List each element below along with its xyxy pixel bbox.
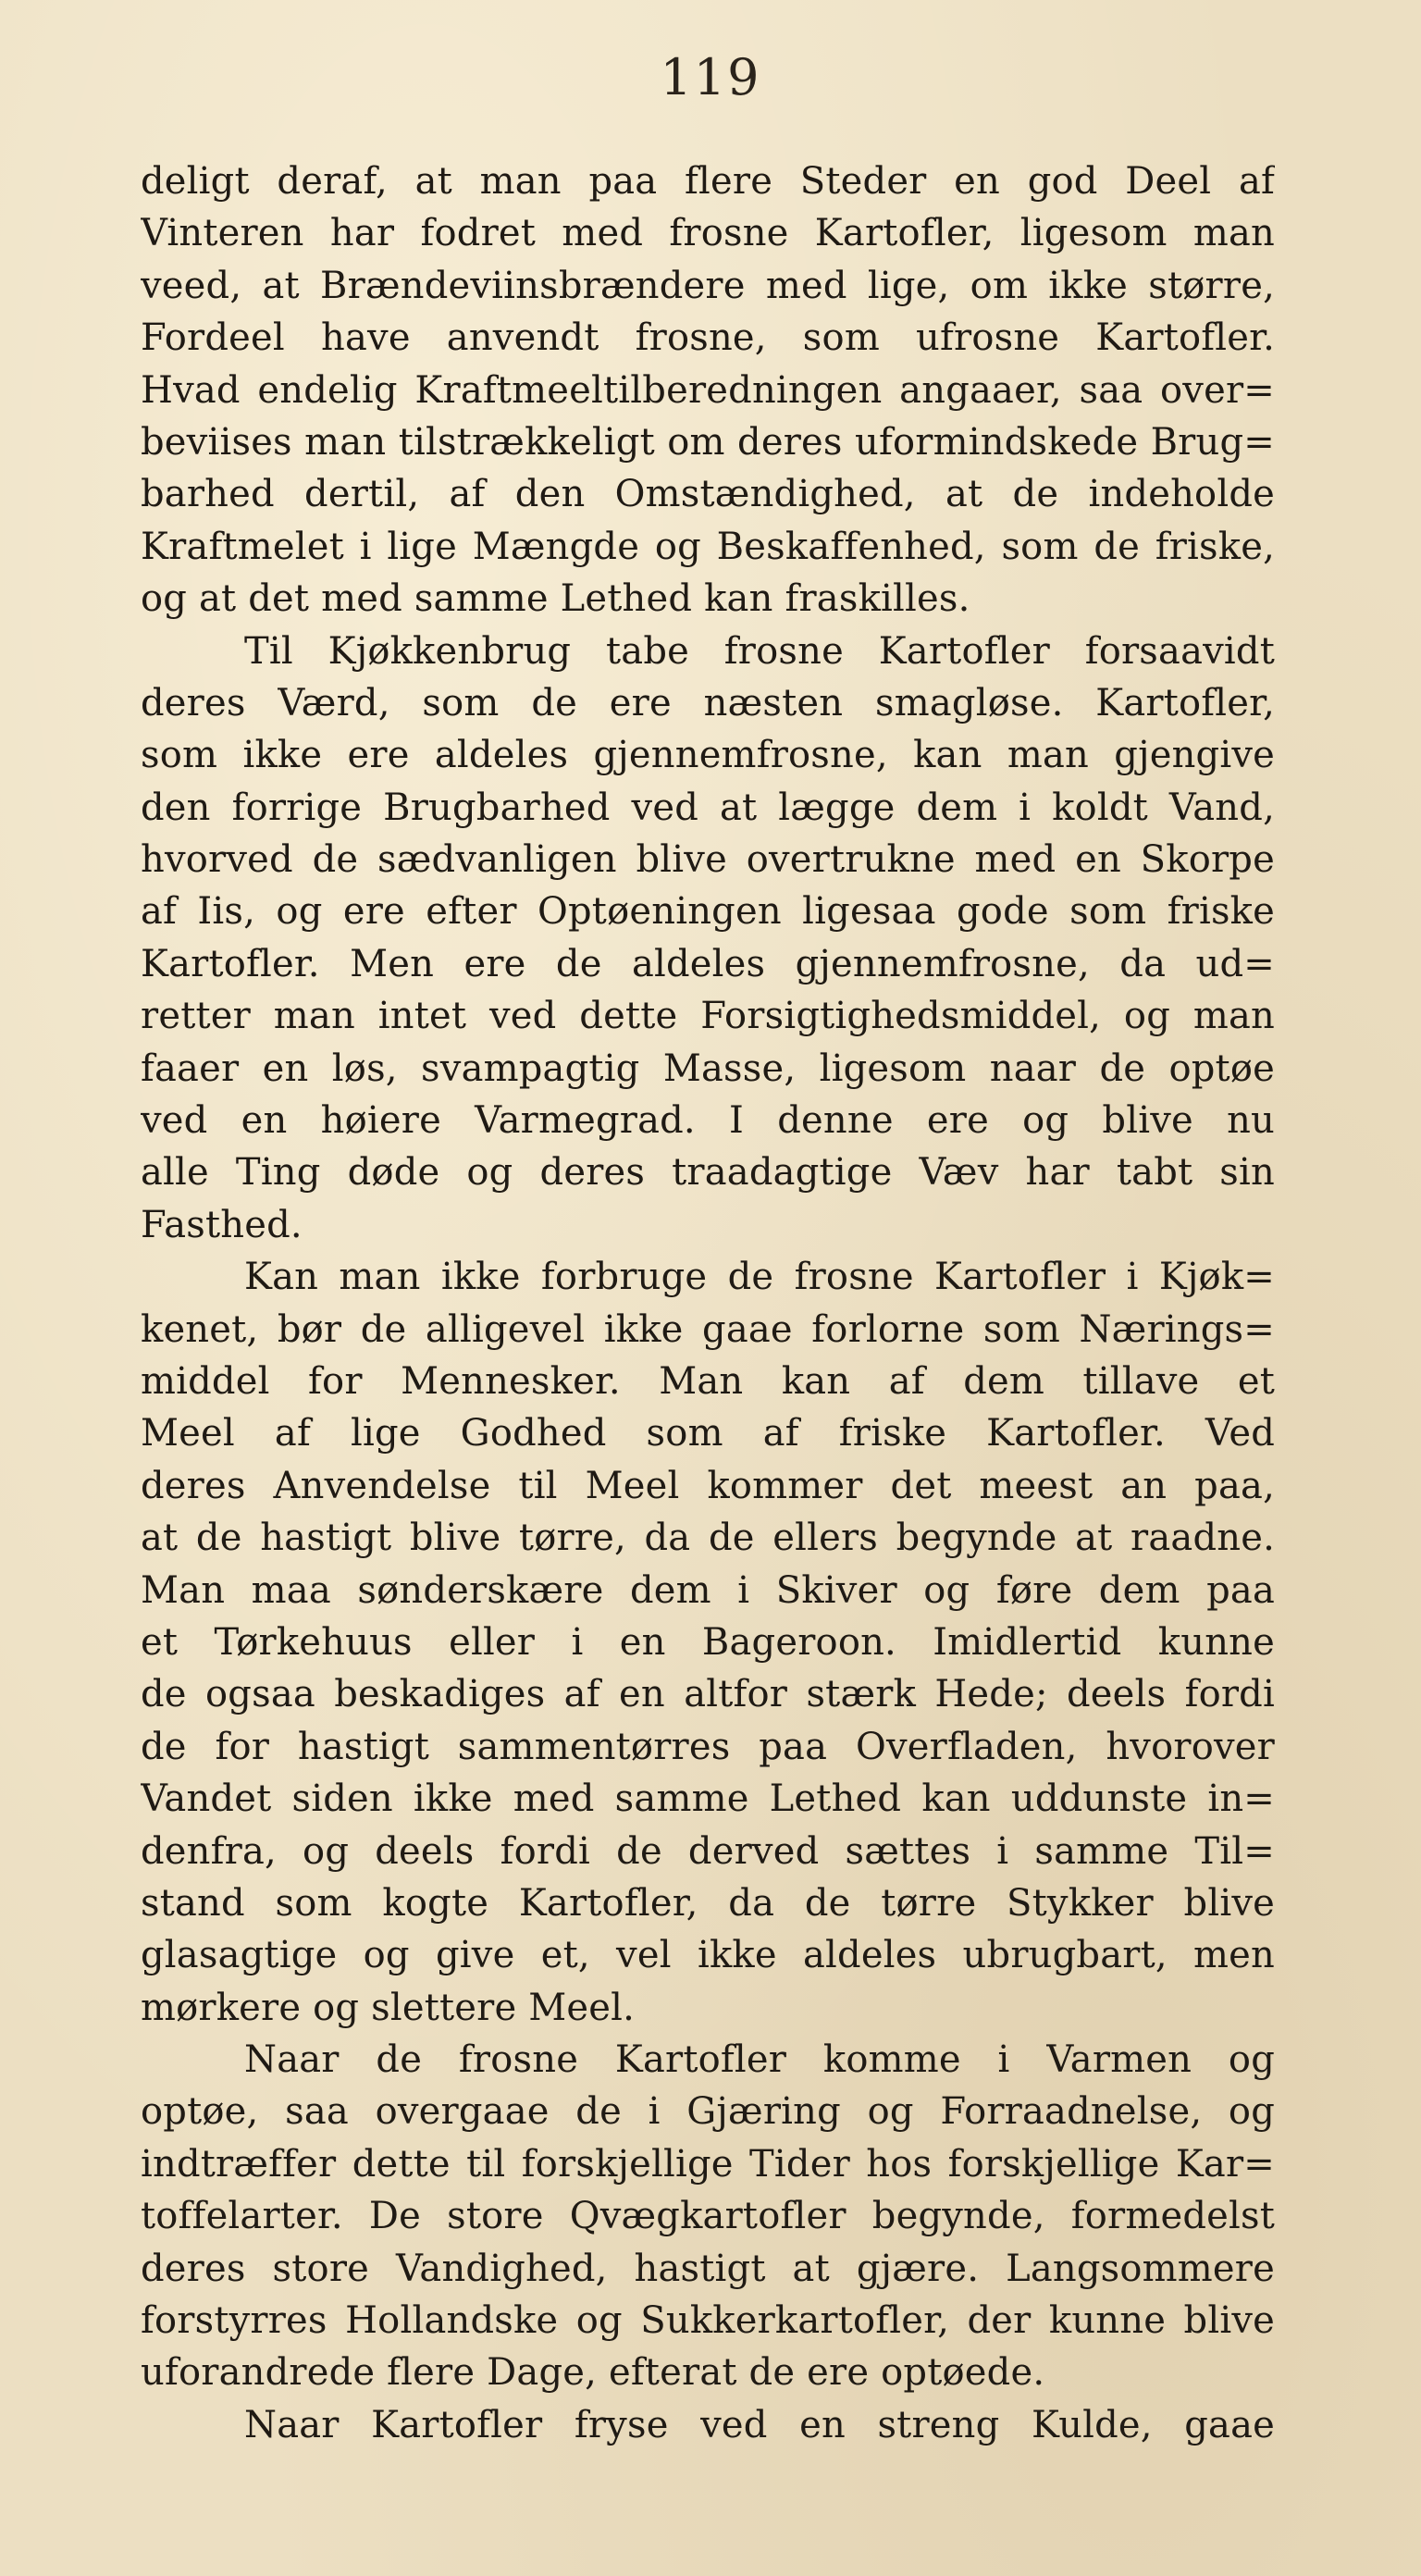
text-line: Meel af lige Godhed som af friske Kartofler. Ved <box>141 1412 1275 1455</box>
text-line: faaer en løs, svampagtig Masse, ligesom naar de optøe <box>141 1046 1275 1090</box>
text-line: den forrige Brugbarhed ved at lægge dem i koldt Vand, <box>141 786 1275 829</box>
text-line: deligt deraf, at man paa flere Steder en god Deel af <box>141 160 1275 203</box>
text-line: middel for Mennesker. Man kan af dem tillave et <box>141 1359 1275 1403</box>
text-line: mørkere og slettere Meel. <box>141 1986 636 2029</box>
text-line: Naar Kartofler fryse ved en streng Kulde, gaae <box>244 2403 1275 2446</box>
text-line: kenet, bør de alligevel ikke gaae forlorne som Nærings= <box>141 1307 1275 1351</box>
text-line: Man maa sønderskære dem i Skiver og føre dem paa <box>141 1568 1275 1612</box>
text-line: de ogsaa beskadiges af en altfor stærk Hede; deels fordi <box>141 1673 1275 1716</box>
text-line: Kartofler. Men ere de aldeles gjennemfrosne, da ud= <box>141 942 1275 985</box>
text-line: optøe, saa overgaae de i Gjæring og Forraadnelse, og <box>141 2090 1275 2134</box>
text-line: ved en høiere Varmegrad. I denne ere og blive nu <box>141 1099 1275 1143</box>
text-line: som ikke ere aldeles gjennemfrosne, kan man gjengive <box>141 734 1275 777</box>
text-line: Naar de frosne Kartofler komme i Varmen og <box>244 2038 1275 2082</box>
text-line: Kraftmelet i lige Mængde og Beskaffenhed, som de friske, <box>141 525 1275 568</box>
text-line: denfra, og deels fordi de derved sættes i samme Til= <box>141 1829 1275 1873</box>
text-line: Kan man ikke forbruge de frosne Kartofler i Kjøk= <box>244 1256 1275 1299</box>
text-line: barhed dertil, af den Omstændighed, at de indeholde <box>141 473 1275 516</box>
text-line: at de hastigt blive tørre, da de ellers begynde at raadne. <box>141 1517 1275 1560</box>
text-line: beviises man tilstrækkeligt om deres uformindskede Brug= <box>141 420 1275 464</box>
text-line: hvorved de sædvanligen blive overtrukne med en Skorpe <box>141 838 1275 882</box>
text-line: Vandet siden ikke med samme Lethed kan uddunste in= <box>141 1777 1275 1821</box>
text-line: glasagtige og give et, vel ikke aldeles ubrugbart, men <box>141 1934 1275 1977</box>
page-number: 119 <box>660 48 761 106</box>
text-line: Hvad endelig Kraftmeeltilberedningen angaaer, saa over= <box>141 368 1275 412</box>
text-line: Fasthed. <box>141 1203 303 1246</box>
text-line: alle Ting døde og deres traadagtige Væv har tabt sin <box>141 1151 1275 1195</box>
body-text <box>141 155 1275 2451</box>
text-line: et Tørkehuus eller i en Bageroon. Imidlertid kunne <box>141 1620 1275 1664</box>
text-line: deres Anvendelse til Meel kommer det meest an paa, <box>141 1464 1275 1507</box>
text-line: og at det med samme Lethed kan fraskilles. <box>141 577 970 621</box>
text-line: Fordeel have anvendt frosne, som ufrosne Kartofler. <box>141 316 1275 360</box>
text-line: indtræffer dette til forskjellige Tider hos forskjellige Kar= <box>141 2142 1275 2186</box>
text-line: veed, at Brændeviinsbrændere med lige, om ikke større, <box>141 264 1275 307</box>
text-line: af Iis, og ere efter Optøeningen ligesaa gode som friske <box>141 890 1275 934</box>
text-line: Vinteren har fodret med frosne Kartofler, ligesom man <box>141 212 1275 255</box>
text-line: de for hastigt sammentørres paa Overfladen, hvorover <box>141 1725 1275 1768</box>
text-line: stand som kogte Kartofler, da de tørre Stykker blive <box>141 1881 1275 1925</box>
text-line: uforandrede flere Dage, efterat de ere optøede. <box>141 2351 1045 2395</box>
text-line: retter man intet ved dette Forsigtighedsmiddel, og man <box>141 995 1275 1038</box>
text-line: toffelarter. De store Qvægkartofler begynde, formedelst <box>141 2195 1275 2238</box>
text-line: Til Kjøkkenbrug tabe frosne Kartofler forsaavidt <box>244 629 1275 673</box>
text-line: deres Værd, som de ere næsten smagløse. Kartofler, <box>141 681 1275 724</box>
text-line: forstyrres Hollandske og Sukkerkartofler, der kunne blive <box>141 2299 1275 2343</box>
text-line: deres store Vandighed, hastigt at gjære. Langsommere <box>141 2247 1275 2290</box>
